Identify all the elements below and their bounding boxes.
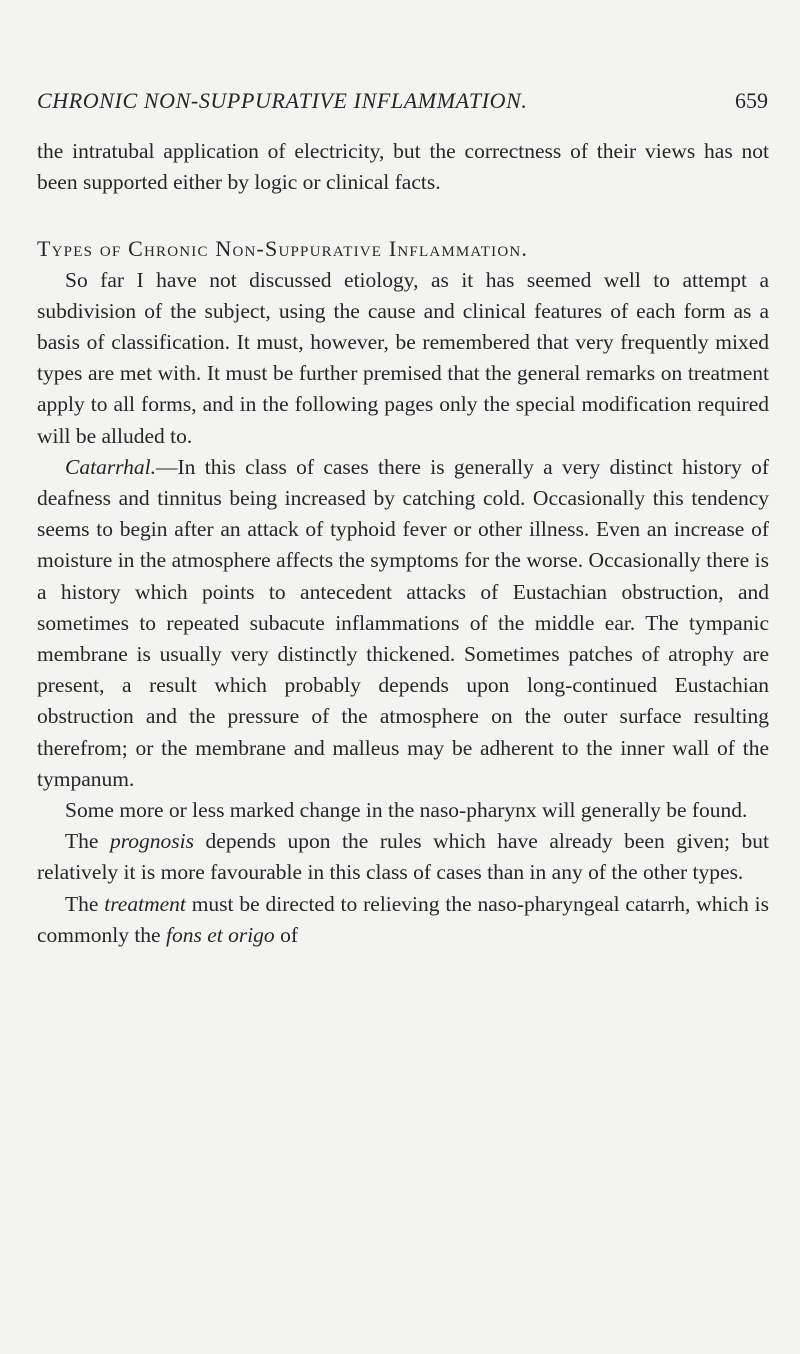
paragraph-prognosis [37, 826, 769, 888]
running-head-title: CHRONIC NON-SUPPURATIVE INFLAMMATION. [37, 88, 528, 113]
prognosis-term: prognosis [109, 829, 194, 854]
prognosis-lead: The [65, 829, 110, 854]
section-heading: Types of Chronic Non-Suppurative Inflammation. [37, 236, 529, 262]
catarrhal-term: Catarrhal. [65, 454, 157, 479]
page-number: 659 [735, 88, 768, 113]
body-text [37, 136, 769, 951]
paragraph-naso-pharynx: Some more or less marked change in the naso-pharynx will generally be found. [65, 798, 748, 823]
treatment-term: treatment [104, 891, 186, 916]
treatment-lead: The [65, 891, 105, 916]
treatment-text: must be directed to relieving the naso-pharyngeal catarrh, which is commonly the [37, 891, 769, 947]
opening-paragraph: the intratubal application of electricity, but the correctness of their views has not been supported either by logic or clinical facts. [37, 139, 769, 195]
fons-et-origo-term: fons et origo [165, 922, 275, 947]
prognosis-text: depends upon the rules which have already been given; but relatively it is more favourable in this class of cases than in any of the other types. [37, 829, 769, 885]
paragraph-catarrhal [37, 452, 769, 795]
paragraph-etiology: So far I have not discussed etiology, as it has seemed well to attempt a subdivision of the subject, using the cause and clinical features of each form as a basis of classification. It must, however, be remembered that very frequently mixed types are met with. It must be further premised that the general remarks on treatment apply to all forms, and in the following pages only the special modification required will be alluded to. [37, 267, 769, 448]
catarrhal-text: —In this class of cases there is generally a very distinct history of deafness and tinnitus being increased by catching cold. Occasionally this tendency seems to begin after an attack of typhoid fever or other illness. Even an increase of moisture in the atmosphere affects the symptoms for the worse. Occasionally there is a history which points to antecedent attacks of Eustachian obstruction, and sometimes to repeated subacute inflammations of the middle ear. The tympanic membrane is usually very distinctly thickened. Sometimes patches of atrophy are present, a result which probably depends upon long-continued Eustachian obstruction and the pressure of the atmosphere on the outer surface resulting therefrom; or the membrane and malleus may be adherent to the inner wall of the tympanum. [37, 454, 769, 791]
paragraph-treatment [37, 889, 769, 951]
running-head [37, 88, 768, 118]
treatment-tail: of [274, 922, 298, 947]
